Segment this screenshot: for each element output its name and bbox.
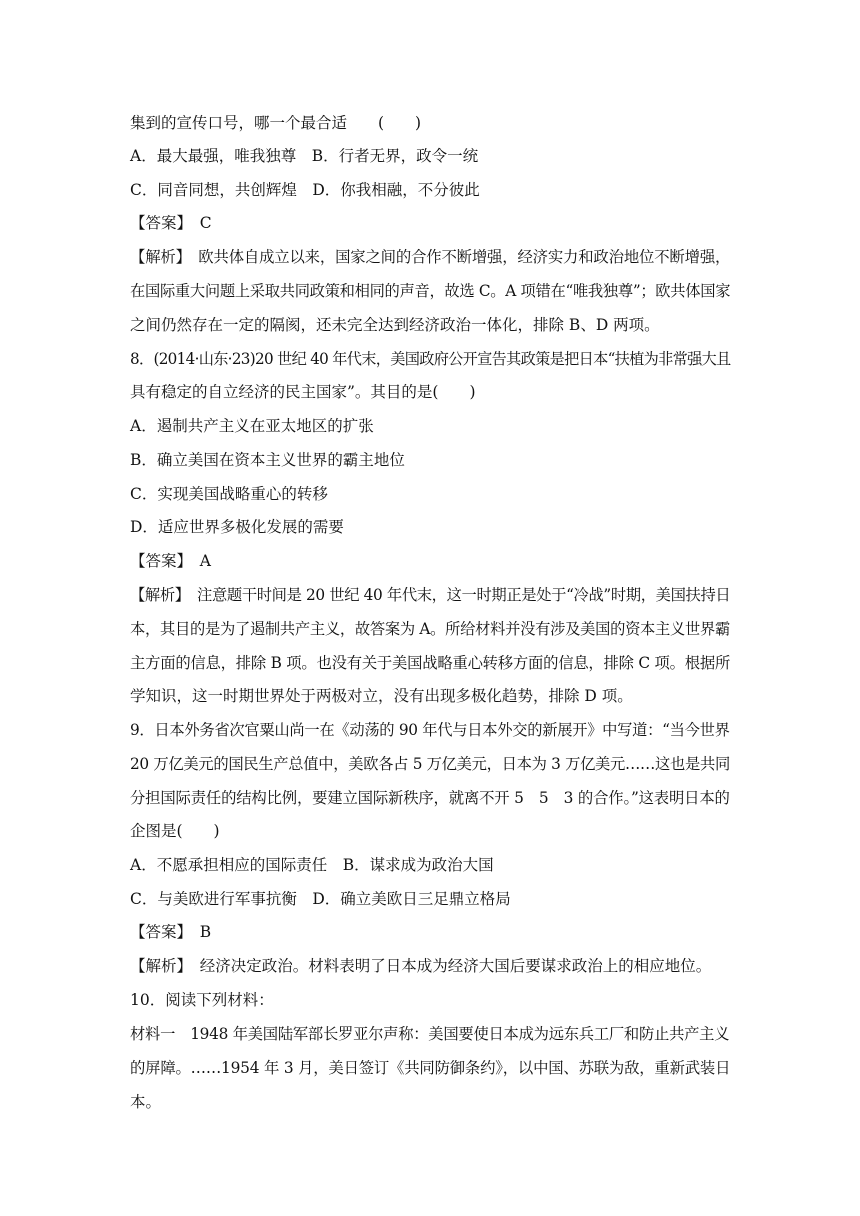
option-line: C．同音同想，共创辉煌 D．你我相融，不分彼此	[130, 181, 480, 199]
analysis-line: 学知识，这一时期世界处于两极对立，没有出现多极化趋势，排除 D 项。	[130, 687, 633, 705]
question-line: 分担国际责任的结构比例，要建立国际新秩序，就离不开 5 5 3 的合作。”这表明日本的	[130, 789, 730, 807]
option-line: C．实现美国战略重心的转移	[130, 485, 328, 503]
material-line: 本。	[130, 1093, 162, 1111]
option-line: A．不愿承担相应的国际责任 B．谋求成为政治大国	[130, 856, 494, 874]
question-line: 具有稳定的自立经济的民主国家”。其目的是( )	[130, 383, 476, 401]
analysis-line: 主方面的信息，排除 B 项。也没有关于美国战略重心转移方面的信息，排除 C 项。根据所	[130, 654, 731, 672]
answer-line: 【答案】 A	[130, 552, 211, 570]
material-line: 材料一 1948 年美国陆军部长罗亚尔声称：美国要使日本成为远东兵工厂和防止共产主义	[130, 1025, 730, 1043]
analysis-line: 【解析】 欧共体自成立以来，国家之间的合作不断增强，经济实力和政治地位不断增强，	[130, 248, 731, 266]
analysis-line: 【解析】 经济决定政治。材料表明了日本成为经济大国后要谋求政治上的相应地位。	[130, 957, 712, 975]
analysis-line: 【解析】 注意题干时间是 20 世纪 40 年代末，这一时期正是处于“冷战”时期，美国扶持日	[130, 586, 731, 604]
answer-line: 【答案】 B	[130, 923, 212, 941]
option-line: D．适应世界多极化发展的需要	[130, 518, 344, 536]
material-line: 的屏障。……1954 年 3 月，美日签订《共同防御条约》，以中国、苏联为敌，重新武装日	[130, 1059, 731, 1077]
option-line: A．遏制共产主义在亚太地区的扩张	[130, 417, 374, 435]
option-line: B．确立美国在资本主义世界的霸主地位	[130, 451, 405, 469]
question-line: 10．阅读下列材料：	[130, 991, 274, 1009]
question-line: 企图是( )	[130, 822, 220, 840]
analysis-line: 之间仍然存在一定的隔阂，还未完全达到经济政治一体化，排除 B、D 两项。	[130, 316, 660, 334]
text-line: 集到的宣传口号，哪一个最合适 ( )	[130, 114, 422, 132]
question-line: 9．日本外务省次官粟山尚一在《动荡的 90 年代与日本外交的新展开》中写道：“当今世界	[130, 721, 730, 739]
option-line: C．与美欧进行军事抗衡 D．确立美欧日三足鼎立格局	[130, 890, 511, 908]
analysis-line: 本，其目的是为了遏制共产主义，故答案为 A。所给材料并没有涉及美国的资本主义世界霸	[130, 620, 731, 638]
analysis-line: 在国际重大问题上采取共同政策和相同的声音，故选 C。A 项错在“唯我独尊”；欧共体国家	[130, 282, 731, 300]
question-line: 20 万亿美元的国民生产总值中，美欧各占 5 万亿美元，日本为 3 万亿美元……这也是共同	[130, 755, 730, 773]
answer-line: 【答案】 C	[130, 214, 212, 232]
option-line: A．最大最强，唯我独尊 B．行者无界，政令一统	[130, 147, 479, 165]
question-line: 8．(2014·山东·23)20 世纪 40 年代末，美国政府公开宣告其政策是把日本“扶植为非常强大且	[130, 350, 731, 368]
